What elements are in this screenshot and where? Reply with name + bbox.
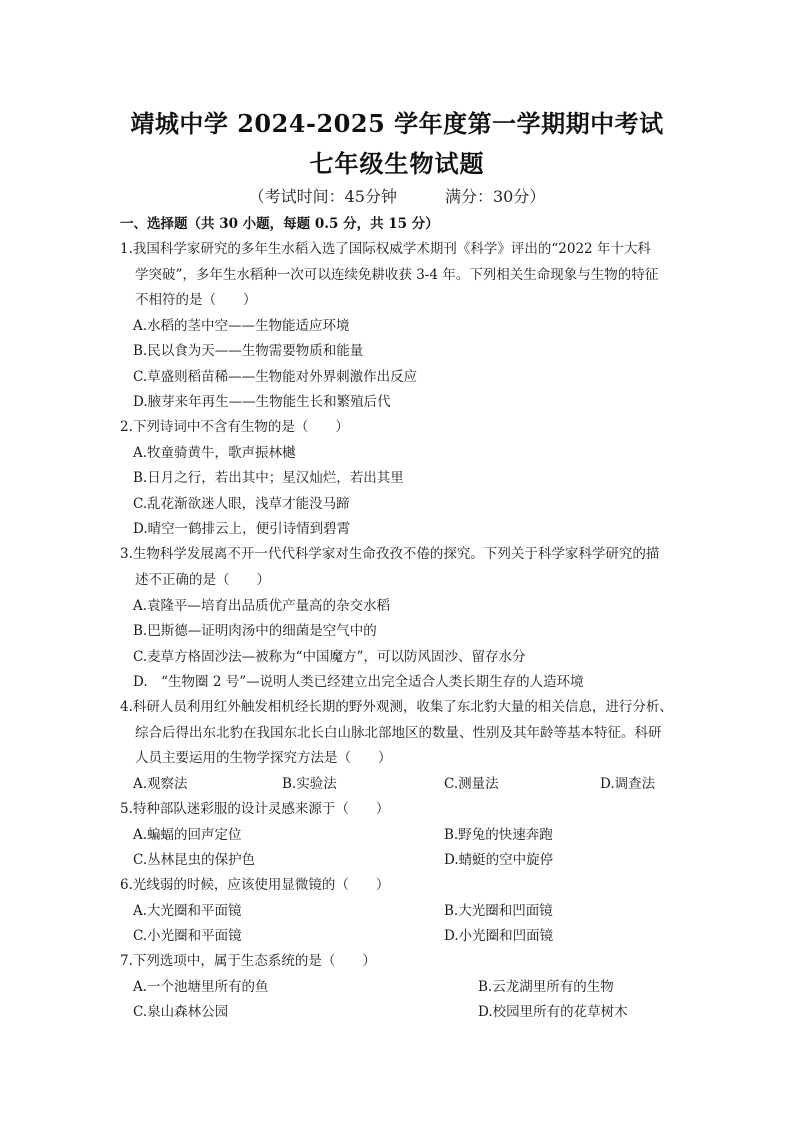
option-c: C.乱花渐欲迷人眼，浅草才能没马蹄 [133,496,350,512]
question-stem-line: 述不正确的是（ ） [135,572,270,588]
question-stem-line: 7.下列选项中，属于生态系统的是（ ） [120,953,376,969]
option-d: D.校园里所有的花草树木 [478,1004,628,1020]
exam-info [0,184,794,207]
option-d: D.腋芽来年再生——生物能生长和繁殖后代 [133,394,391,410]
exam-subtitle: 七年级生物试题 [309,149,485,178]
question-stem-line: 不相符的是（ ） [135,292,257,308]
question-stem-line: 人员主要运用的生物学探究方法是（ ） [135,750,392,766]
option-a: A.蝙蝠的回声定位 [133,827,242,843]
option-d: D.蜻蜓的空中旋停 [444,852,554,868]
question-stem-line: 4.科研人员利用红外触发相机经长期的野外观测，收集了东北豹大量的相关信息，进行分析、 [120,699,673,715]
option-a: A.观察法 [133,776,188,792]
question-stem-line: 1.我国科学家研究的多年生水稻入选了国际权威学术期刊《科学》评出的“2022 年十大科 [120,241,651,257]
question-stem-line: 6.光线弱的时候，应该使用显微镜的（ ） [120,877,390,893]
option-c: C.泉山森林公园 [133,1004,229,1020]
question-stem-line: 3.生物科学发展离不开一代代科学家对生命孜孜不倦的探究。下列关于科学家科学研究的描 [120,546,660,562]
option-a: A.牧童骑黄牛，歌声振林樾 [133,445,296,461]
option-c: C.测量法 [444,776,499,792]
option-b: B.大光圈和凹面镜 [444,903,553,919]
option-d: D.调查法 [600,776,656,792]
option-a: A.袁隆平—培育出品质优产量高的杂交水稻 [133,598,391,614]
question-stem-line: 学突破”，多年生水稻种一次可以连续免耕收获 3-4 年。下列相关生命现象与生物的特征 [135,267,659,283]
exam-title: 靖城中学 2024-2025 学年度第一学期期中考试 [130,109,664,138]
exam-time: （考试时间：45分钟 [248,187,397,206]
option-b: B.日月之行，若出其中；星汉灿烂，若出其里 [133,470,404,486]
question-stem-line: 5.特种部队迷彩服的设计灵感来源于（ ） [120,801,390,817]
exam-score: 满分：30分） [445,187,546,206]
option-c: C.丛林昆虫的保护色 [133,852,256,868]
option-c: C.麦草方格固沙法—被称为“中国魔方”，可以防风固沙、留存水分 [133,649,526,665]
option-b: B.野兔的快速奔跑 [444,827,553,843]
option-c: C.小光圈和平面镜 [133,928,242,944]
question-stem-line: 2.下列诗词中不含有生物的是（ ） [120,419,349,435]
option-a: A.水稻的茎中空——生物能适应环境 [133,318,350,334]
option-b: B.实验法 [282,776,337,792]
option-d: D. “生物圈 2 号”—说明人类已经建立出完全适合人类长期生存的人造环境 [133,674,584,690]
option-a: A.一个池塘里所有的鱼 [133,979,269,995]
option-c: C.草盛则稻苗稀——生物能对外界刺激作出反应 [133,369,418,385]
option-b: B.民以食为天——生物需要物质和能量 [133,343,364,359]
section-header: 一、选择题（共 30 小题，每题 0.5 分，共 15 分） [120,216,439,232]
option-a: A.大光圈和平面镜 [133,903,242,919]
option-d: D.晴空一鹤排云上，便引诗情到碧霄 [133,521,351,537]
question-stem-line: 综合后得出东北豹在我国东北长白山脉北部地区的数量、性别及其年龄等基本特征。科研 [135,725,662,741]
option-b: B.巴斯德—证明肉汤中的细菌是空气中的 [133,623,377,639]
option-b: B.云龙湖里所有的生物 [478,979,614,995]
option-d: D.小光圈和凹面镜 [444,928,554,944]
